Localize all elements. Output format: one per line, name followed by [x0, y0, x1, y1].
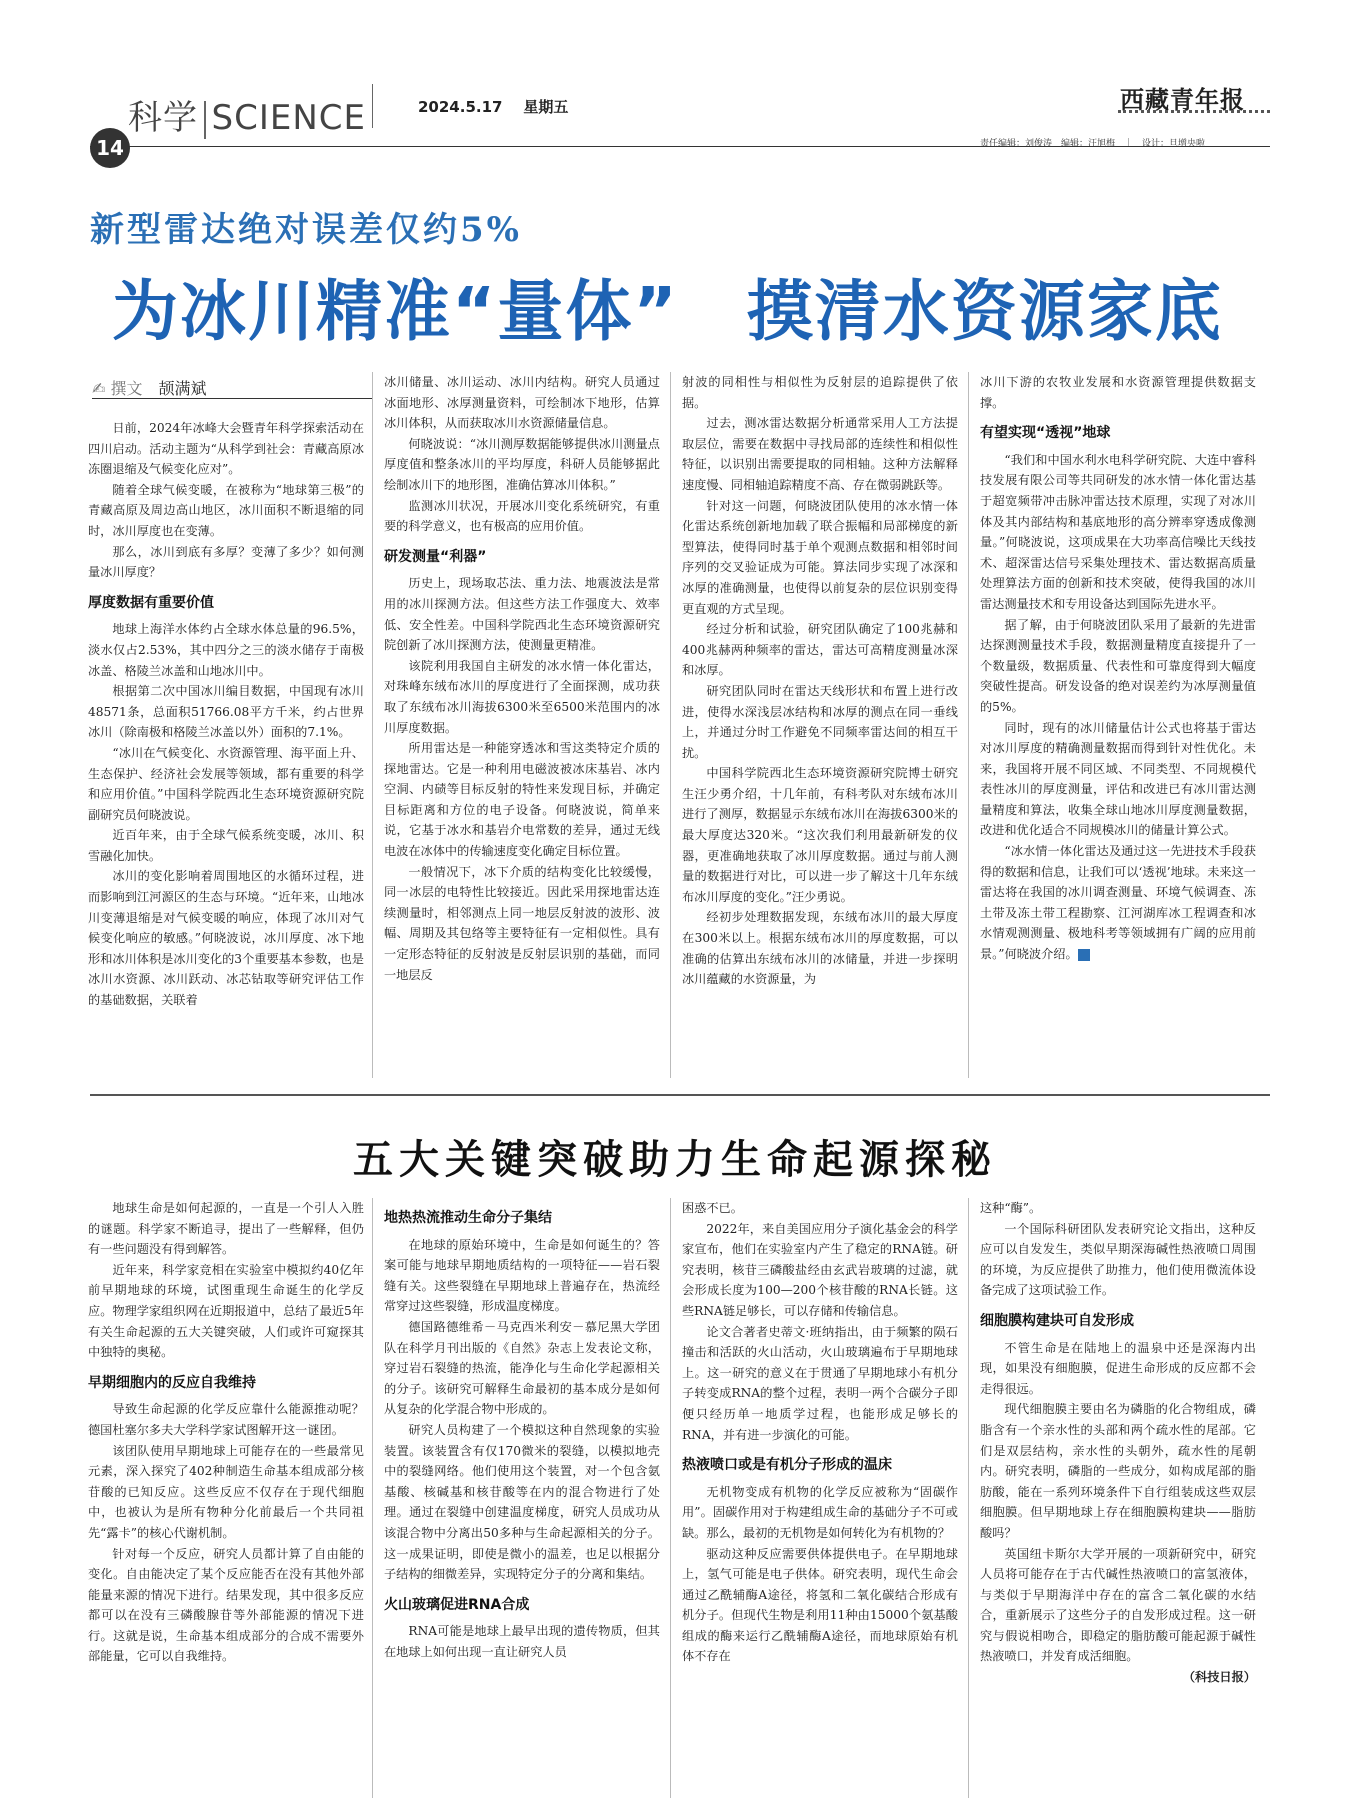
header-divider	[372, 84, 373, 128]
date-text: 2024.5.17	[418, 98, 503, 116]
column-separator	[968, 1198, 969, 1798]
section-label-en: SCIENCE	[211, 98, 366, 138]
weekday-text: 星期五	[523, 98, 569, 116]
article1-column-1	[88, 418, 364, 1078]
article-divider	[90, 1094, 1270, 1096]
article1-subtitle: 新型雷达绝对误差仅约5%	[90, 210, 522, 250]
paragraph: 中国科学院西北生态环境资源研究院博士研究生汪少勇介绍，十几年前，有科考队对东绒布冰川进行了测厚，数据显示东绒布冰川在海拔6300米的最大厚度达320米。“这次我们利用最新研发的仪器，更准确地获取了冰川厚度数据。通过与前人测量的数据进行对比，可以进一步了解这十几年东绒布冰川厚度的变化。”汪少勇说。	[682, 766, 958, 904]
paragraph: “我们和中国水利水电科学研究院、大连中睿科技发展有限公司等共同研发的冰水情一体化雷达基于超宽频带冲击脉冲雷达技术原理，实现了对冰川体及其内部结构和基底地形的高分辨率穿透成像测量。”何晓波说，这项成果在大功率高信噪比天线技术、超深雷达信号采集处理技术、雷达数据高质量处理算法方面的创新和技术突破，使得我国的冰川雷达测量技术和专用设备达到国际先进水平。	[980, 452, 1256, 611]
section-heading: 有望实现“透视”地球	[980, 425, 1111, 442]
paragraph: 随着全球气候变暖，在被称为“地球第三极”的青藏高原及周边高山地区，冰川面积不断退缩的同时，冰川厚度也在变薄。	[88, 482, 364, 538]
issue-date	[418, 96, 568, 117]
paragraph: 监测冰川状况，开展冰川变化系统研究，有重要的科学意义，也有极高的应用价值。	[384, 498, 660, 534]
paragraph: 不管生命是在陆地上的温泉中还是深海内出现，如果没有细胞膜，促进生命形成的反应都不会走得很远。	[980, 1340, 1256, 1396]
paragraph: 历史上，现场取芯法、重力法、地震波法是常用的冰川探测方法。但这些方法工作强度大、效率低、安全性差。中国科学院西北生态环境资源研究院创新了冰川探测方法，使测量更精准。	[384, 576, 660, 653]
column-separator	[968, 372, 969, 1078]
page-number: 14	[90, 128, 130, 168]
section-heading: 火山玻璃促进RNA合成	[384, 1596, 530, 1613]
column-separator	[372, 1198, 373, 1798]
article1-column-2	[384, 372, 660, 1078]
section-label-cn: 科学	[128, 98, 198, 138]
article2-column-2	[384, 1198, 660, 1798]
paragraph: 同时，现有的冰川储量估计公式也将基于雷达对冰川厚度的精确测量数据而得到针对性优化。未来，我国将开展不同区域、不同类型、不同规模代表性冰川的厚度测量，评估和改进已有冰川雷达测量精度和算法，收集全球山地冰川厚度测量数据，改进和优化适合不同规模冰川的储量计算公式。	[980, 720, 1256, 838]
paragraph: 该院利用我国自主研发的冰水情一体化雷达，对珠峰东绒布冰川的厚度进行了全面探测，成功获取了东绒布冰川海拔6300米至6500米范围内的冰川厚度数据。	[384, 658, 660, 735]
paragraph: 2022年，来自美国应用分子演化基金会的科学家宣布，他们在实验室内产生了稳定的RNA链。研究表明，核苷三磷酸盐经由玄武岩玻璃的过滤，就会形成长度为100—200个核苷酸的RNA长链。这些RNA链足够长，可以存储和传输信息。	[682, 1221, 958, 1318]
paragraph: 这种“酶”。	[980, 1201, 1042, 1215]
column-separator	[670, 1198, 671, 1798]
paragraph: 日前，2024年冰峰大会暨青年科学探索活动在四川启动。活动主题为“从科学到社会：青藏高原冰冻圈退缩及气候变化应对”。	[88, 421, 364, 477]
column-separator	[372, 372, 373, 1078]
paragraph: 研究人员构建了一个模拟这种自然现象的实验装置。该装置含有仅170微米的裂缝，以模拟地壳中的裂缝网络。他们使用这个装置，对一个包含氨基酸、核碱基和核苷酸等在内的混合物进行了处理。通过在裂缝中创建温度梯度，研究人员成功从该混合物中分离出50多种与生命起源相关的分子。这一成果证明，即使是微小的温差，也足以根据分子结构的细微差异，实现特定分子的分离和集结。	[384, 1422, 660, 1582]
section-label	[128, 90, 366, 139]
paragraph: 一个国际科研团队发表研究论文指出，这种反应可以自发发生，类似早期深海碱性热液喷口周围的环境，为反应提供了助推力，他们使用微流体设备完成了这项试验工作。	[980, 1221, 1256, 1298]
paragraph: “冰川在气候变化、水资源管理、海平面上升、生态保护、经济社会发展等领域，都有重要的科学和应用价值。”中国科学院西北生态环境资源研究院副研究员何晓波说。	[88, 745, 364, 822]
paragraph: 何晓波说：“冰川测厚数据能够提供冰川测量点厚度值和整条冰川的平均厚度，科研人员能够据此绘制冰川下的地形图，准确估算冰川体积。”	[384, 436, 660, 492]
paragraph: 据了解，由于何晓波团队采用了最新的先进雷达探测测量技术手段，数据测量精度直接提升了一个数量级，数据质量、代表性和可靠度得到大幅度突破性提高。研发设备的绝对误差约为冰厚测量值的5%。	[980, 617, 1256, 714]
article2-title: 五大关键突破助力生命起源探秘	[353, 1136, 997, 1183]
article1-column-3	[682, 372, 958, 1078]
article2-column-3	[682, 1198, 958, 1798]
section-heading: 厚度数据有重要价值	[88, 594, 214, 611]
paragraph: 所用雷达是一种能穿透冰和雪这类特定介质的探地雷达。它是一种利用电磁波被冰床基岩、冰内空洞、内碛等目标反射的特性来发现目标，并确定目标距离和方位的电子设备。何晓波说，简单来说，它基于冰水和基岩介电常数的差异，通过无线电波在冰体中的传输速度变化确定目标位置。	[384, 741, 660, 859]
paragraph: 驱动这种反应需要供体提供电子。在早期地球上，氢气可能是电子供体。研究表明，现代生命会通过乙酰辅酶A途径，将氢和二氧化碳结合形成有机分子。但现代生物是利用11种由15000个氨基酸组成的酶来运行乙酰辅酶A途径，而地球原始有机体不存在	[682, 1546, 958, 1664]
editor-credits: 责任编辑：刘俊涛 编辑：汪旭梅 ｜ 设计：旦增央啦	[980, 139, 1206, 149]
paragraph: 冰川储量、冰川运动、冰川内结构。研究人员通过冰面地形、冰厚测量资料，可绘制冰下地形，估算冰川体积，从而获取冰川水资源储量信息。	[384, 375, 660, 431]
byline-label: 撰文	[110, 379, 143, 398]
paragraph: 该团队使用早期地球上可能存在的一些最常见元素，深入探究了402种制造生命基本组成部分核苷酸的已知反应。这些反应不仅存在于现代细胞中，也被认为是所有物种分化前最后一个共同祖先“露卡”的核心代谢机制。	[88, 1443, 364, 1540]
paragraph: “冰水情一体化雷达及通过这一先进技术手段获得的数据和信息，让我们可以‘透视’地球。未来这一雷达将在我国的冰川调查测量、环境气候调查、冻土带及冻土带工程勘察、江河湖库冰工程调查和冰水情观测测量、极地科考等领域拥有广阔的应用前景。”何晓波介绍。	[980, 844, 1256, 962]
paragraph: 导致生命起源的化学反应靠什么能源推动呢？德国杜塞尔多夫大学科学家试图解开这一谜团。	[88, 1402, 364, 1437]
paragraph: 地球生命是如何起源的，一直是一个引人入胜的谜题。科学家不断追寻，提出了一些解释，但仍有一些问题没有得到解答。	[88, 1201, 364, 1257]
newspaper-masthead: 西藏青年报	[1120, 85, 1245, 114]
section-heading: 热液喷口或是有机分子形成的温床	[682, 1457, 892, 1474]
article2-column-4	[980, 1198, 1256, 1798]
column-separator	[670, 372, 671, 1078]
masthead-tibetan-script	[1118, 110, 1270, 116]
byline-rule	[92, 398, 372, 399]
article2-column-1	[88, 1198, 364, 1798]
end-mark-icon	[1078, 949, 1090, 961]
paragraph: 无机物变成有机物的化学反应被称为“固碳作用”。固碳作用对于构建组成生命的基础分子不可或缺。那么，最初的无机物是如何转化为有机物的？	[682, 1484, 958, 1540]
paragraph: 近百年来，由于全球气候系统变暖，冰川、积雪融化加快。	[88, 828, 364, 863]
paragraph: 针对这一问题，何晓波团队使用的冰水情一体化雷达系统创新地加载了联合振幅和局部梯度的新型算法，使得同时基于单个观测点数据和相邻时间序列的交叉验证成为可能。算法同步实现了冰深和冰厚的准确测量，也使得以前复杂的层位识别变得更直观的方式呈现。	[682, 498, 958, 616]
paragraph: 地球上海洋水体约占全球水体总量的96.5%，淡水仅占2.53%，其中四分之三的淡水储存于南极冰盖、格陵兰冰盖和山地冰川中。	[88, 622, 364, 678]
paragraph: 过去，测冰雷达数据分析通常采用人工方法提取层位，需要在数据中寻找局部的连续性和相似性特征，以识别出需要提取的同相轴。这种方法解释速度慢、同相轴追踪精度不高、存在微弱跳跃等。	[682, 416, 958, 492]
paragraph: 一般情况下，冰下介质的结构变化比较缓慢，同一冰层的电特性比较接近。因此采用探地雷达连续测量时，相邻测点上同一地层反射波的波形、波幅、周期及其包络等主要特征有一定相似性。具有一定形态特征的反射波是反射层识别的基础，而同一地层反	[384, 864, 660, 982]
paragraph: 英国纽卡斯尔大学开展的一项新研究中，研究人员将可能存在于古代碱性热液喷口的富氢液体，与类似于早期海洋中存在的富含二氧化碳的水结合，重新展示了这些分子的自发形成过程。这一研究与假说相吻合，即稳定的脂肪酸可能起源于碱性热液喷口，并发育成活细胞。	[980, 1546, 1256, 1664]
paragraph: 经初步处理数据发现，东绒布冰川的最大厚度在300米以上。根据东绒布冰川的厚度数据，可以准确的估算出东绒布冰川的冰储量，并进一步探明冰川蕴藏的水资源量，为	[682, 910, 958, 987]
paragraph: 经过分析和试验，研究团队确定了100兆赫和400兆赫两种频率的雷达，雷达可高精度测量冰深和冰厚。	[682, 622, 958, 678]
pen-icon: ✍	[92, 379, 111, 398]
paragraph: 射波的同相性与相似性为反射层的追踪提供了依据。	[682, 375, 958, 410]
section-heading: 地热热流推动生命分子集结	[384, 1210, 552, 1226]
section-heading: 研发测量“利器”	[384, 548, 487, 565]
paragraph: 德国路德维希－马克西米利安－慕尼黑大学团队在科学月刊出版的《自然》杂志上发表论文称，穿过岩石裂缝的热流，能净化与生命化学起源相关的分子。该研究可解释生命最初的基本成分是如何从复杂的化学混合物中形成的。	[384, 1319, 660, 1417]
article1-column-4	[980, 372, 1256, 1078]
paragraph: 冰川的变化影响着周围地区的水循环过程，进而影响到江河源区的生态与环境。“近年来，山地冰川变薄退缩是对气候变暖的响应，体现了冰川对气候变化响应的敏感。”何晓波说，冰川厚度、冰下地形和冰川体积是冰川变化的3个重要基本参数，也是冰川水资源、冰川跃动、冰芯钻取等研究评估工作的基础数据，关联着	[88, 869, 364, 1008]
paragraph: 研究团队同时在雷达天线形状和布置上进行改进，使得水深浅层冰结构和冰厚的测点在同一垂线上，并通过分时工作避免不同频率雷达间的相互干扰。	[682, 683, 958, 760]
byline-name: 颉满斌	[158, 379, 207, 398]
paragraph: 困惑不已。	[682, 1201, 743, 1215]
paragraph: 现代细胞膜主要由名为磷脂的化合物组成，磷脂含有一个亲水性的头部和两个疏水性的尾部。它们是双层结构，亲水性的头朝外，疏水性的尾朝内。研究表明，磷脂的一些成分，如构成尾部的脂肪酸，能在一系列环境条件下自行组装成这些双层细胞膜。但早期地球上存在细胞膜构建块——脂肪酸吗？	[980, 1402, 1256, 1540]
paragraph: 针对每一个反应，研究人员都计算了自由能的变化。自由能决定了某个反应能否在没有其他外部能量来源的情况下进行。结果发现，其中很多反应都可以在没有三磷酸腺苷等外部能源的情况下进行。这就是说，生命基本组成部分的合成不需要外部能量，它可以自我维持。	[88, 1546, 364, 1664]
paragraph: 近年来，科学家竞相在实验室中模拟约40亿年前早期地球的环境，试图重现生命诞生的化学反应。物理学家组织网在近期报道中，总结了最近5年有关生命起源的五大关键突破，人们或许可窥探其中独特的奥秘。	[88, 1262, 364, 1360]
article1-title: 为冰川精准“量体” 摸清水资源家底	[112, 273, 1223, 350]
paragraph: RNA可能是地球上最早出现的遗传物质，但其在地球上如何出现一直让研究人员	[384, 1624, 660, 1659]
source-credit: （科技日报）	[1182, 1670, 1256, 1685]
section-heading: 细胞膜构建块可自发形成	[980, 1312, 1134, 1329]
paragraph: 根据第二次中国冰川编目数据，中国现有冰川48571条，总面积51766.08平方千米，约占世界冰川（除南极和格陵兰冰盖以外）面积的7.1%。	[88, 684, 364, 740]
section-heading: 早期细胞内的反应自我维持	[88, 1374, 256, 1391]
paragraph: 在地球的原始环境中，生命是如何诞生的？答案可能与地球早期地质结构的一项特征——岩石裂缝有关。这些裂缝在早期地球上普遍存在，热流经常穿过这些裂缝，形成温度梯度。	[384, 1237, 660, 1314]
paragraph: 论文合著者史蒂文·班纳指出，由于频繁的陨石撞击和活跃的火山活动，火山玻璃遍布于早期地球上。这一研究的意义在于贯通了早期地球小有机分子转变成RNA的整个过程，表明一两个合碳分子即便只经历单一地质学过程，也能形成足够长的RNA，并有进一步演化的可能。	[682, 1324, 958, 1442]
paragraph: 冰川下游的农牧业发展和水资源管理提供数据支撑。	[980, 375, 1256, 410]
paragraph: 那么，冰川到底有多厚？变薄了多少？如何测量冰川厚度？	[88, 544, 364, 580]
byline	[92, 376, 207, 399]
